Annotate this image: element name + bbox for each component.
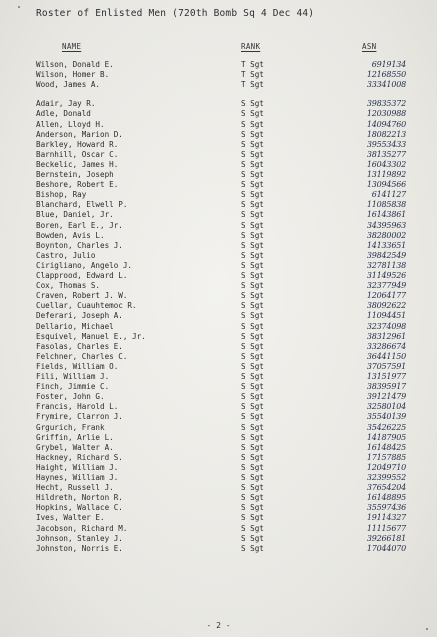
roster-row <box>0 473 437 483</box>
member-rank: S Sgt <box>241 473 264 482</box>
roster-row <box>0 332 437 342</box>
member-rank: S Sgt <box>241 250 264 260</box>
roster-row <box>0 362 437 372</box>
roster-row <box>0 534 437 544</box>
rank-column-header: RANK <box>241 42 261 51</box>
member-name: Deferari, Joseph A. <box>36 311 123 321</box>
member-asn: 33286674 <box>366 341 406 351</box>
member-rank: S Sgt <box>241 180 264 190</box>
roster-row <box>0 463 437 473</box>
member-rank: S Sgt <box>241 129 264 139</box>
member-asn: 17157885 <box>366 452 406 462</box>
member-asn: 11115677 <box>366 523 406 533</box>
member-asn: 11085838 <box>366 200 406 210</box>
member-asn: 32781138 <box>366 260 406 270</box>
member-rank: S Sgt <box>241 523 264 533</box>
member-rank: T Sgt <box>241 70 264 80</box>
member-rank: S Sgt <box>241 291 264 301</box>
member-name: Hecht, Russell J. <box>36 483 114 493</box>
roster-row <box>0 382 437 392</box>
member-asn: 14133651 <box>366 240 406 250</box>
member-name: Finch, Jimmie C. <box>36 382 110 392</box>
member-rank: S Sgt <box>241 159 264 169</box>
member-rank: S Sgt <box>241 301 264 311</box>
member-rank: S Sgt <box>241 119 264 129</box>
member-rank: S Sgt <box>241 543 264 553</box>
member-asn: 32374098 <box>366 321 406 331</box>
member-asn: 19114327 <box>366 513 406 523</box>
roster-row <box>0 493 437 503</box>
member-name: Boren, Earl E., Jr. <box>36 220 123 230</box>
roster-row <box>0 271 437 281</box>
member-name: Wood, James A. <box>36 80 101 90</box>
roster-row <box>0 281 437 291</box>
roster-row <box>0 433 437 443</box>
roster-row <box>0 301 437 311</box>
member-rank: S Sgt <box>241 392 264 402</box>
member-name: Cuellar, Cuauhtemoc R. <box>36 301 137 311</box>
member-asn: 16148425 <box>366 442 406 452</box>
member-rank: S Sgt <box>241 493 264 503</box>
member-asn: 35597436 <box>366 503 406 513</box>
roster-row <box>0 109 437 119</box>
member-name: Wilson, Homer B. <box>36 70 110 80</box>
roster-row <box>0 372 437 382</box>
member-asn: 12064177 <box>366 291 406 301</box>
member-rank: S Sgt <box>241 462 264 472</box>
member-asn: 39266181 <box>366 533 406 543</box>
roster-row <box>0 80 437 90</box>
member-name: Cirigliano, Angelo J. <box>36 260 133 270</box>
member-asn: 13151977 <box>366 372 406 381</box>
member-name: Frymire, Clarron J. <box>36 412 123 422</box>
member-asn: 37654204 <box>366 483 406 493</box>
member-rank: S Sgt <box>241 230 264 240</box>
member-rank: S Sgt <box>241 452 264 462</box>
member-asn: 6919134 <box>371 60 406 69</box>
member-name: Allen, Lloyd H. <box>36 119 105 129</box>
member-rank: S Sgt <box>241 109 264 119</box>
member-rank: S Sgt <box>241 422 264 432</box>
roster-row <box>0 524 437 534</box>
roster-row <box>0 503 437 513</box>
member-name: Adair, Jay R. <box>36 99 96 109</box>
member-name: Hildreth, Norton R. <box>36 493 123 503</box>
member-asn: 38395917 <box>366 382 406 392</box>
member-rank: S Sgt <box>241 533 264 543</box>
member-asn: 6141127 <box>371 190 406 200</box>
member-rank: S Sgt <box>241 513 264 523</box>
roster-row <box>0 231 437 241</box>
member-asn: 32580104 <box>366 402 406 412</box>
member-asn: 39553433 <box>366 139 406 149</box>
member-rank: S Sgt <box>241 412 264 422</box>
member-asn: 18082213 <box>366 129 406 139</box>
member-rank: S Sgt <box>241 483 264 493</box>
member-name: Johnston, Norris E. <box>36 543 123 553</box>
member-rank: S Sgt <box>241 503 264 513</box>
member-name: Craven, Robert J. W. <box>36 291 128 301</box>
member-name: Francis, Harold L. <box>36 402 119 412</box>
member-rank: S Sgt <box>241 200 264 210</box>
roster-row <box>0 291 437 301</box>
member-rank: S Sgt <box>241 361 264 371</box>
roster-row <box>0 99 437 109</box>
member-asn: 37057591 <box>366 361 406 371</box>
member-name: Blue, Daniel, Jr. <box>36 210 114 220</box>
member-rank: S Sgt <box>241 321 264 331</box>
member-rank: S Sgt <box>241 442 264 452</box>
member-asn: 38135277 <box>366 149 406 159</box>
member-name: Felchner, Charles C. <box>36 351 128 361</box>
member-asn: 11094451 <box>366 311 406 321</box>
member-asn: 32399552 <box>366 473 406 482</box>
roster-row <box>0 311 437 321</box>
roster-row <box>0 412 437 422</box>
member-name: Anderson, Marion D. <box>36 129 123 139</box>
member-asn: 36441150 <box>366 351 406 361</box>
roster-row <box>0 544 437 554</box>
member-name: Foster, John G. <box>36 392 105 402</box>
member-name: Fields, William O. <box>36 361 119 371</box>
member-name: Barkley, Howard R. <box>36 139 119 149</box>
member-name: Beshore, Robert E. <box>36 180 119 190</box>
member-asn: 34395963 <box>366 220 406 230</box>
member-name: Fasolas, Charles E. <box>36 341 123 351</box>
member-asn: 38280002 <box>366 230 406 240</box>
member-name: Bowden, Avis L. <box>36 230 105 240</box>
member-asn: 33341008 <box>366 80 406 90</box>
member-name: Cox, Thomas S. <box>36 281 101 291</box>
member-rank: S Sgt <box>241 281 264 291</box>
member-asn: 39121479 <box>366 392 406 402</box>
member-rank: S Sgt <box>241 210 264 220</box>
roster-row <box>0 261 437 271</box>
member-name: Dellario, Michael <box>36 321 114 331</box>
member-asn: 12168550 <box>366 70 406 80</box>
member-name: Ives, Walter E. <box>36 513 105 523</box>
member-asn: 14187905 <box>366 432 406 442</box>
name-column-header: NAME <box>62 42 82 51</box>
roster-row <box>0 513 437 523</box>
roster-row <box>0 120 437 130</box>
member-name: Bernstein, Joseph <box>36 170 114 179</box>
roster-row <box>0 241 437 251</box>
member-asn: 16148895 <box>366 493 406 503</box>
member-rank: S Sgt <box>241 170 264 179</box>
member-name: Castro, Julio <box>36 250 96 260</box>
member-asn: 39842549 <box>366 250 406 260</box>
member-rank: S Sgt <box>241 432 264 442</box>
member-name: Fili, William J. <box>36 372 110 381</box>
member-name: Hackney, Richard S. <box>36 452 123 462</box>
member-name: Clapprood, Edward L. <box>36 271 128 280</box>
member-name: Grybel, Walter A. <box>36 442 114 452</box>
roster-row <box>0 322 437 332</box>
paper-speck <box>18 6 20 8</box>
roster-row <box>0 342 437 352</box>
member-asn: 31149526 <box>366 271 406 280</box>
member-asn: 13094566 <box>366 180 406 190</box>
member-rank: S Sgt <box>241 341 264 351</box>
member-name: Griffin, Arlie L. <box>36 432 114 442</box>
member-asn: 12049710 <box>366 462 406 472</box>
roster-row <box>0 402 437 412</box>
asn-column-header: ASN <box>362 42 377 51</box>
roster-row <box>0 392 437 402</box>
member-asn: 17044070 <box>366 543 406 553</box>
member-name: Jacobson, Richard M. <box>36 523 128 533</box>
member-rank: T Sgt <box>241 80 264 90</box>
roster-row <box>0 453 437 463</box>
roster-row <box>0 483 437 493</box>
roster-row <box>0 170 437 180</box>
roster-row <box>0 423 437 433</box>
member-name: Barnhill, Oscar C. <box>36 149 119 159</box>
page-number: - 2 - <box>206 621 231 630</box>
member-rank: S Sgt <box>241 331 264 341</box>
member-asn: 14094760 <box>366 119 406 129</box>
member-rank: S Sgt <box>241 240 264 250</box>
member-name: Boynton, Charles J. <box>36 240 123 250</box>
member-name: Esquivel, Manuel E., Jr. <box>36 331 146 341</box>
roster-row <box>0 160 437 170</box>
member-rank: S Sgt <box>241 382 264 392</box>
member-name: Grgurich, Frank <box>36 422 105 432</box>
member-rank: S Sgt <box>241 271 264 280</box>
roster-row <box>0 221 437 231</box>
member-name: Haynes, William J. <box>36 473 119 482</box>
member-asn: 13119892 <box>366 170 406 179</box>
member-name: Adle, Donald <box>36 109 91 119</box>
roster-row <box>0 190 437 200</box>
member-asn: 39835372 <box>366 99 406 109</box>
member-asn: 38312961 <box>366 331 406 341</box>
member-rank: S Sgt <box>241 99 264 109</box>
member-rank: S Sgt <box>241 220 264 230</box>
roster-row <box>0 352 437 362</box>
member-name: Blanchard, Elwell P. <box>36 200 128 210</box>
member-asn: 16143861 <box>366 210 406 220</box>
member-asn: 12030988 <box>366 109 406 119</box>
roster-row <box>0 200 437 210</box>
roster-row <box>0 130 437 140</box>
member-rank: S Sgt <box>241 402 264 412</box>
member-asn: 32377949 <box>366 281 406 291</box>
member-rank: S Sgt <box>241 139 264 149</box>
member-asn: 35426225 <box>366 422 406 432</box>
member-name: Johnson, Stanley J. <box>36 533 123 543</box>
member-rank: S Sgt <box>241 372 264 381</box>
roster-title: Roster of Enlisted Men (720th Bomb Sq 4 Dec 44) <box>36 8 315 19</box>
member-name: Bishop, Ray <box>36 190 87 200</box>
member-asn: 35540139 <box>366 412 406 422</box>
member-asn: 16043302 <box>366 159 406 169</box>
roster-row <box>0 180 437 190</box>
member-asn: 38092622 <box>366 301 406 311</box>
member-name: Beckelic, James H. <box>36 159 119 169</box>
roster-row <box>0 70 437 80</box>
roster-row <box>0 60 437 70</box>
roster-row <box>0 251 437 261</box>
member-rank: S Sgt <box>241 190 264 200</box>
member-name: Haight, William J. <box>36 462 119 472</box>
member-rank: S Sgt <box>241 311 264 321</box>
member-rank: S Sgt <box>241 351 264 361</box>
member-rank: S Sgt <box>241 149 264 159</box>
roster-row <box>0 443 437 453</box>
member-rank: T Sgt <box>241 60 264 69</box>
member-name: Hopkins, Wallace C. <box>36 503 123 513</box>
roster-row <box>0 210 437 220</box>
member-rank: S Sgt <box>241 260 264 270</box>
member-name: Wilson, Donald E. <box>36 60 114 69</box>
roster-row <box>0 150 437 160</box>
roster-row <box>0 140 437 150</box>
